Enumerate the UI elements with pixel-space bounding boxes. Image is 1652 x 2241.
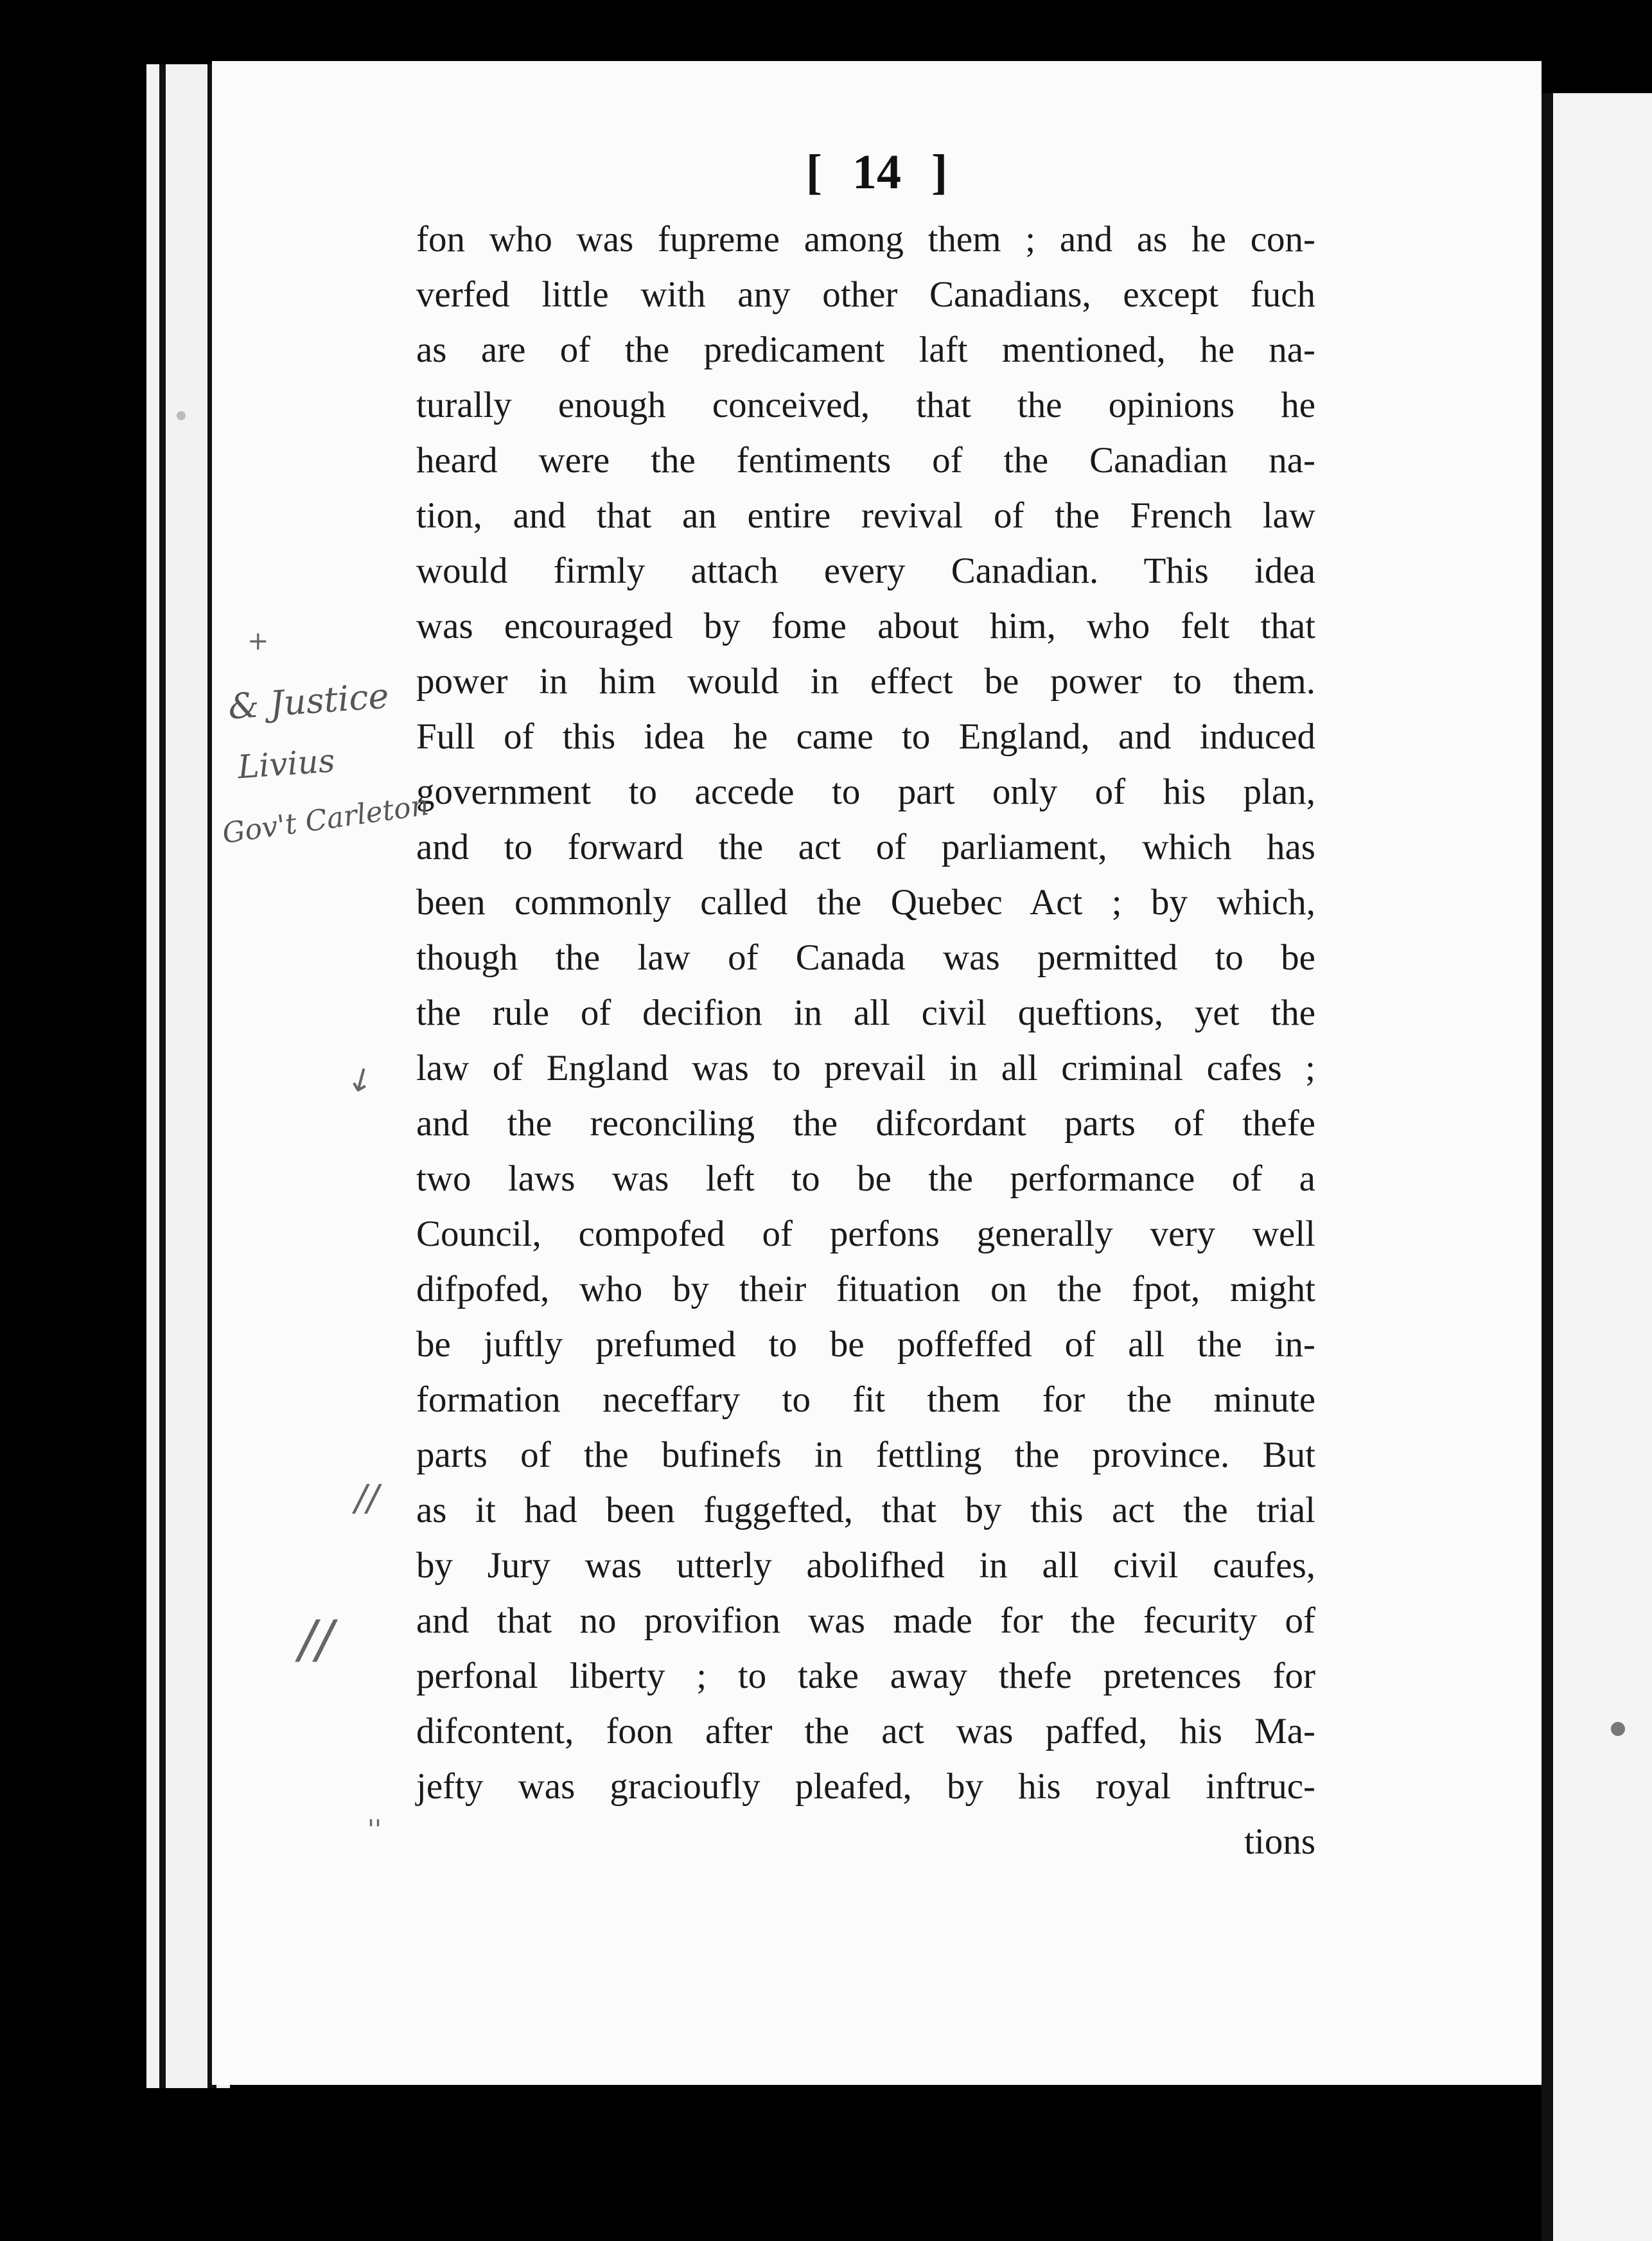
handwritten-note: & Justice [227,675,391,727]
scan-speck [177,411,186,420]
text-line: verfed little with any other Canadians, except fuch [416,274,1315,315]
facing-page-edge [1542,93,1652,2241]
margin-tick-mark: // [299,1609,333,1669]
text-line: fon who was fupreme among them ; and as he con- [416,219,1315,260]
text-line: be juftly prefumed to be poffeffed of all the in- [416,1324,1315,1365]
text-line: parts of the bufinefs in fettling the province. But [416,1435,1315,1475]
text-line: would firmly attach every Canadian. This idea [416,551,1315,591]
text-line: two laws was left to be the performance of a [416,1158,1315,1199]
text-line: tion, and that an entire revival of the French law [416,495,1315,536]
text-line: difpofed, who by their fituation on the fpot, might [416,1269,1315,1309]
margin-arrow-mark: ↙ [339,1056,382,1102]
margin-tick-mark: // [355,1478,379,1519]
text-line: and to forward the act of parliament, which has [416,827,1315,867]
text-line: jefty was gracioufly pleafed, by his royal inftruc- [416,1766,1315,1807]
text-line: perfonal liberty ; to take away thefe pretences for [416,1656,1315,1696]
text-line: as it had been fuggefted, that by this act the trial [416,1490,1315,1530]
text-line: turally enough conceived, that the opinions he [416,385,1315,425]
text-line: Full of this idea he came to England, and induced [416,716,1315,757]
margin-tick-mark: '' [367,1815,382,1845]
catchword: tions [1244,1821,1315,1862]
handwritten-note: Livius [236,741,337,786]
text-line: difcontent, foon after the act was paffed, his Ma- [416,1711,1315,1751]
text-line: Council, compofed of perfons generally very well [416,1214,1315,1254]
margin-cross-mark: + [247,626,269,656]
text-line: and the reconciling the difcordant parts of thefe [416,1103,1315,1144]
text-line: the rule of decifion in all civil queftions, yet the [416,993,1315,1033]
text-line: formation neceffary to fit them for the minute [416,1379,1315,1420]
text-line: though the law of Canada was permitted to be [416,937,1315,978]
handwritten-note: Gov't Carleton [220,788,431,851]
text-line: law of England was to prevail in all criminal cafes ; [416,1048,1315,1088]
text-line: heard were the fentiments of the Canadian na- [416,440,1315,481]
text-line: government to accede to part only of his plan, [416,772,1315,812]
scan-speck [1611,1722,1625,1736]
body-text [416,212,1315,1870]
binding-edge-line [159,64,166,2088]
text-line: power in him would in effect be power to them. [416,661,1315,702]
text-line: was encouraged by fome about him, who felt that [416,606,1315,646]
text-line: by Jury was utterly abolifhed in all civil caufes, [416,1545,1315,1586]
text-line: and that no provifion was made for the fecurity of [416,1600,1315,1641]
page-number: [ 14 ] [805,145,948,199]
text-line: as are of the predicament laft mentioned, he na- [416,330,1315,370]
text-line: been commonly called the Quebec Act ; by which, [416,882,1315,923]
